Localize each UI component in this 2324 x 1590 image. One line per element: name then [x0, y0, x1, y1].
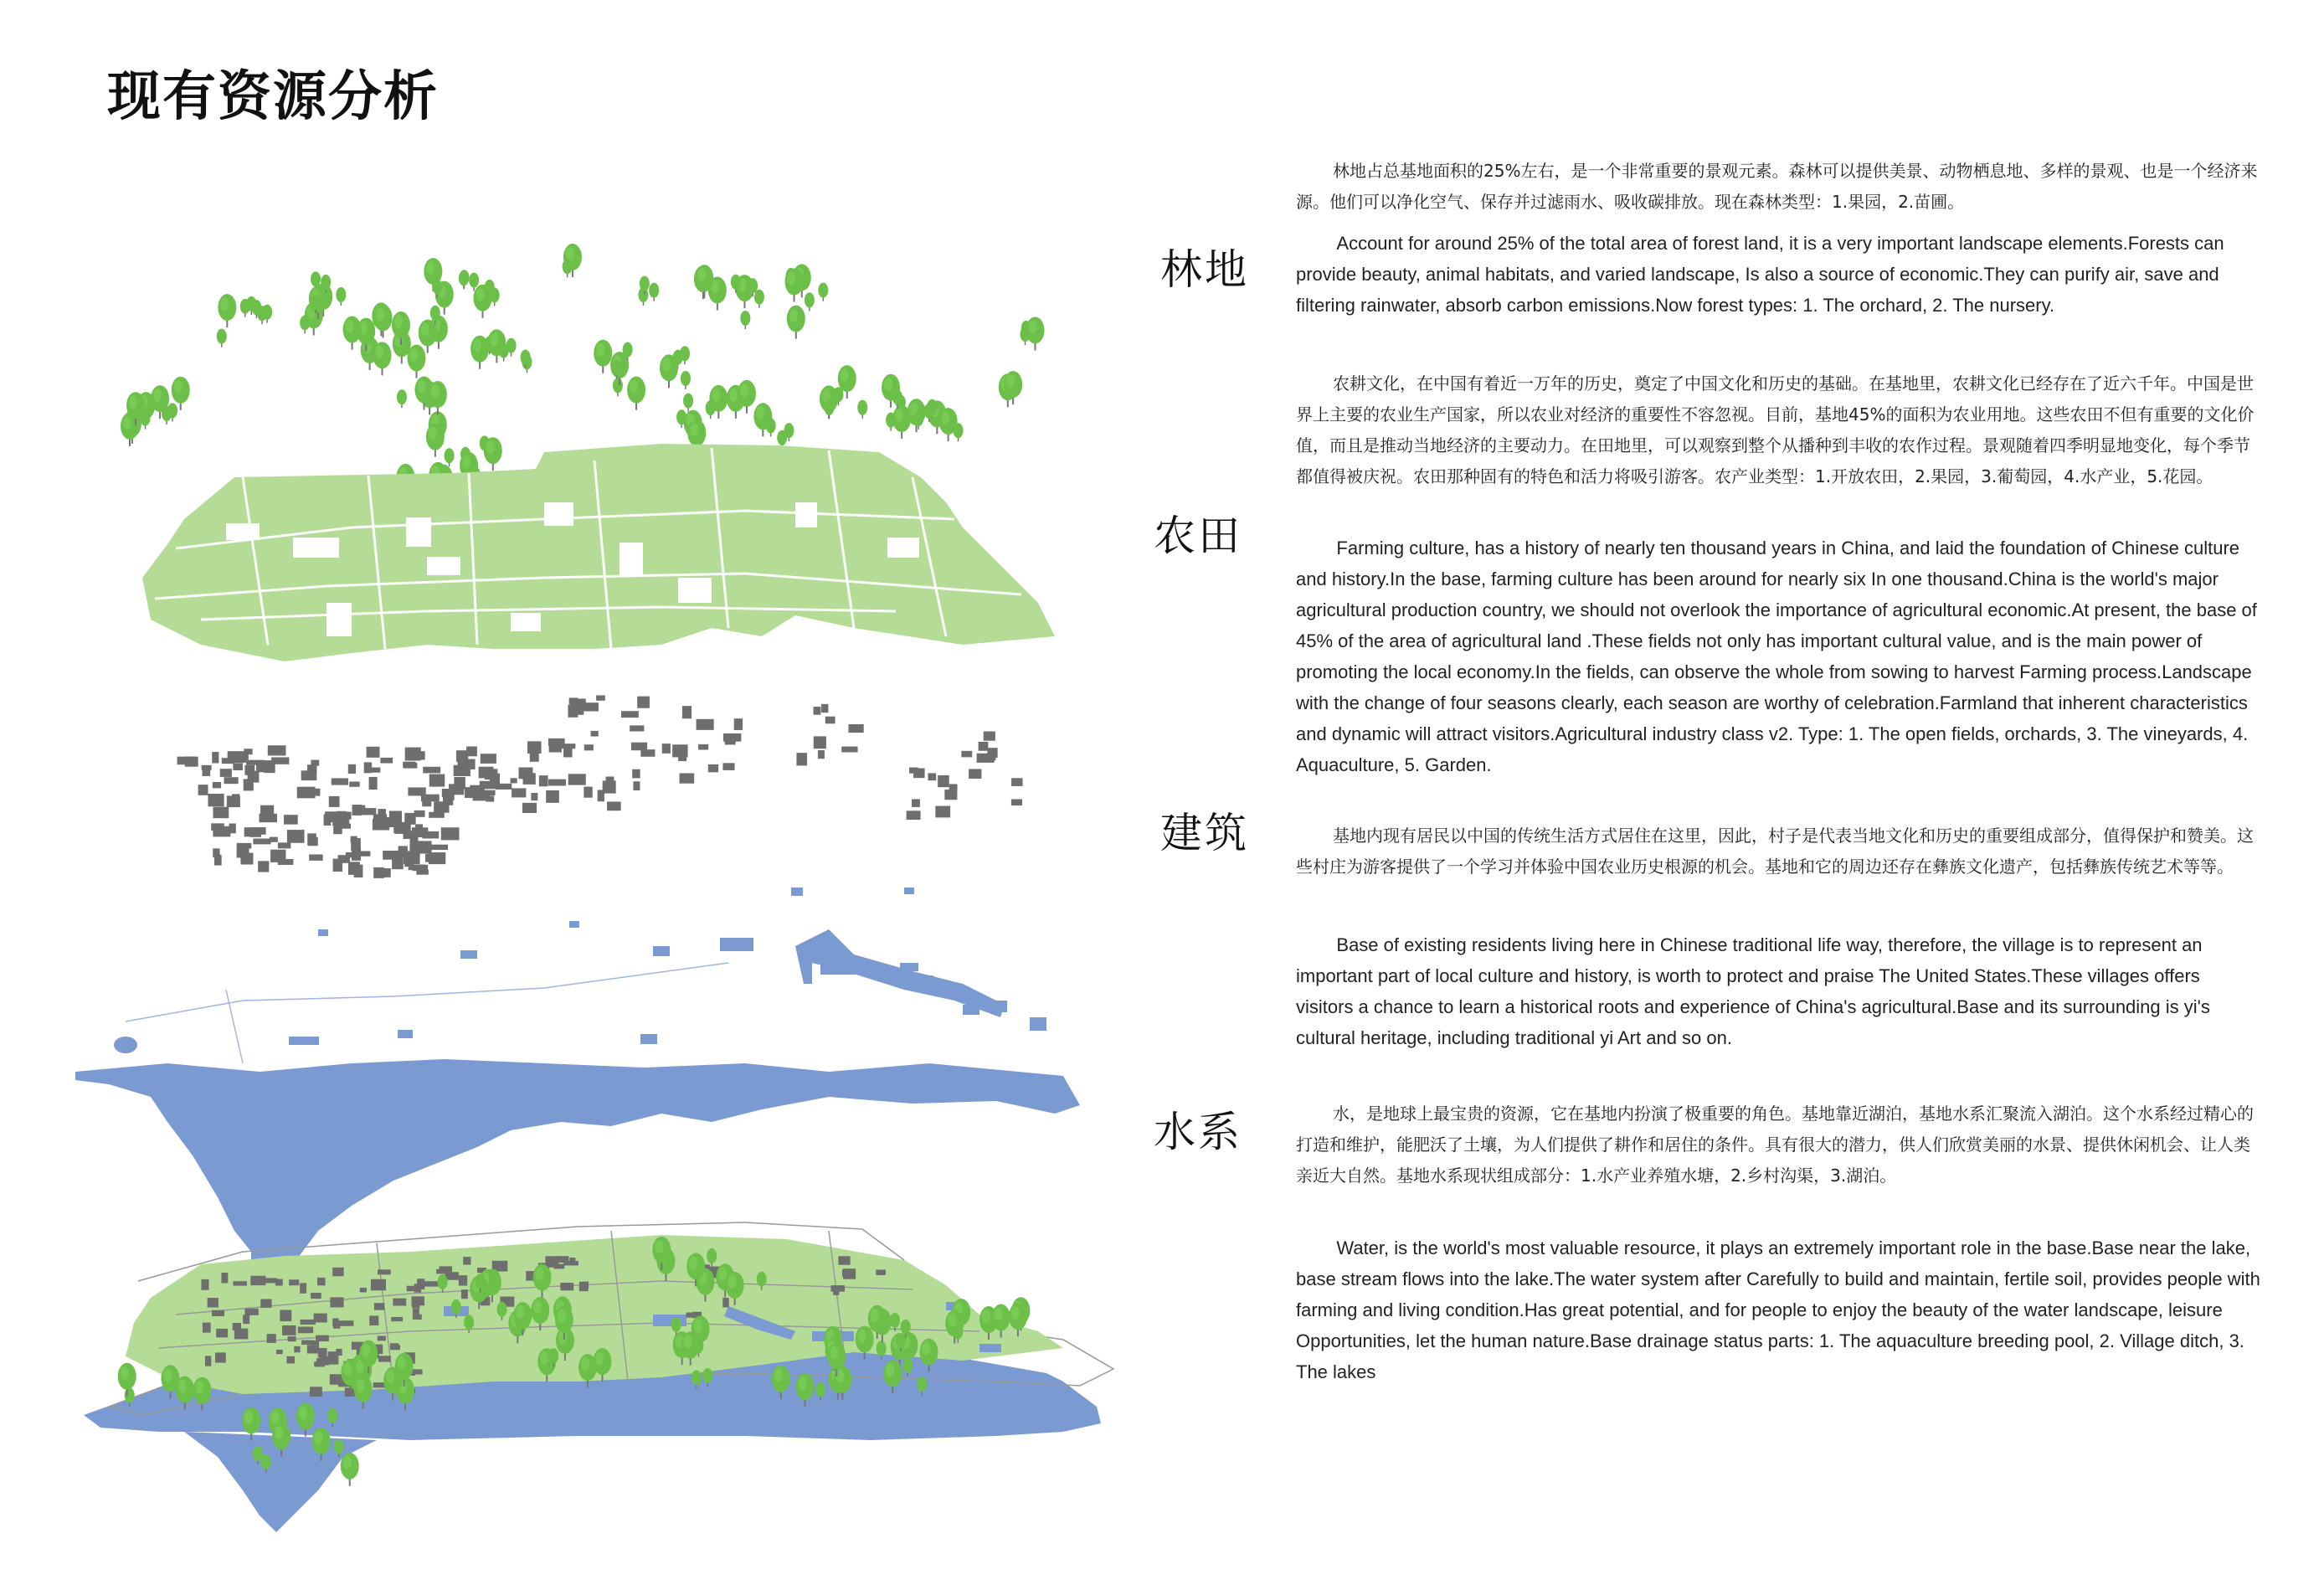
building-block — [570, 698, 586, 709]
building-block — [233, 1281, 246, 1285]
building-block — [275, 1279, 283, 1286]
farmland-layer — [142, 444, 1055, 661]
building-block — [233, 1323, 241, 1330]
building-block — [584, 744, 594, 750]
building-block — [722, 1298, 728, 1307]
building-block — [348, 764, 356, 774]
building-block — [309, 854, 323, 860]
building-block — [201, 1279, 208, 1290]
building-block — [548, 780, 566, 786]
building-block — [260, 1299, 271, 1308]
label-water: 水系 — [1154, 1108, 1242, 1156]
building-block — [237, 845, 249, 858]
building-block — [583, 1282, 589, 1289]
building-block — [288, 1336, 296, 1341]
building-block — [213, 782, 221, 788]
water-layer — [75, 888, 1080, 1302]
building-block — [333, 859, 342, 872]
building-block — [310, 1387, 322, 1397]
building-block — [560, 1283, 573, 1290]
building-block — [423, 767, 440, 774]
label-farmland: 农田 — [1154, 512, 1242, 560]
tree-icon — [426, 424, 445, 457]
tree-icon — [787, 306, 805, 339]
tree-icon — [627, 377, 645, 410]
building-block — [212, 1310, 224, 1316]
tree-icon — [613, 378, 623, 396]
building-block — [268, 745, 286, 755]
building-block — [404, 813, 415, 825]
building-block — [486, 795, 494, 801]
building-block — [949, 784, 958, 792]
building-block — [328, 1351, 337, 1361]
building-block — [422, 831, 439, 839]
building-block — [352, 847, 361, 861]
building-block — [698, 744, 708, 750]
building-block — [317, 1278, 326, 1285]
tree-icon — [397, 389, 407, 408]
building-block — [414, 751, 424, 759]
building-block — [907, 810, 921, 820]
building-block — [734, 718, 743, 730]
building-block — [814, 707, 821, 715]
building-block — [558, 744, 575, 749]
building-block — [403, 762, 415, 768]
building-block — [378, 809, 386, 816]
building-block — [224, 777, 238, 784]
building-block — [354, 865, 363, 877]
building-block — [311, 760, 319, 766]
building-block — [244, 1309, 258, 1315]
building-block — [429, 812, 445, 818]
building-block — [380, 758, 393, 764]
building-block — [413, 1309, 419, 1320]
building-block — [568, 774, 586, 785]
building-block — [316, 1335, 329, 1341]
building-block — [301, 1320, 316, 1325]
building-block — [722, 763, 734, 770]
building-block — [329, 796, 340, 807]
building-block — [511, 778, 517, 783]
building-block — [422, 800, 431, 807]
building-block — [260, 814, 277, 822]
tree-icon — [473, 285, 491, 318]
building-text-en: Base of existing residents living here in Chinese traditional life way, therefore, the village is to represent an important part of local culture and history, is worth to protect and praise The United States.These villages offers visitors a chance to learn a historical roots and experience of China's agricultural.Base and its surrounding is yi's cultural heritage, including traditional yi Art and so on. — [1296, 934, 2210, 1048]
building-block — [301, 1340, 315, 1345]
label-forest: 林地 — [1160, 245, 1249, 294]
building-block — [935, 806, 950, 818]
building-block — [429, 774, 445, 787]
building-block — [208, 1298, 219, 1307]
building-block — [841, 747, 857, 753]
tree-icon — [257, 306, 267, 324]
building-block — [546, 790, 559, 803]
building-block — [461, 1289, 468, 1299]
tree-icon — [649, 283, 659, 301]
building-block — [512, 788, 526, 797]
building-block — [250, 1276, 265, 1285]
building-block — [306, 789, 320, 796]
building-block — [424, 1281, 439, 1286]
building-block — [558, 1256, 568, 1263]
building-block — [221, 1273, 228, 1284]
building-block — [355, 805, 366, 811]
tree-icon — [754, 290, 764, 308]
building-block — [821, 704, 828, 713]
tree-icon — [706, 400, 716, 419]
building-block — [463, 1257, 470, 1264]
building-block — [430, 845, 448, 850]
building-block — [198, 785, 208, 795]
building-block — [814, 736, 826, 749]
building-block — [330, 1297, 343, 1307]
building-block — [466, 746, 477, 756]
building-block — [596, 695, 605, 700]
building-block — [177, 757, 195, 765]
building-block — [369, 777, 378, 790]
building-block — [374, 1303, 384, 1310]
tree-icon — [939, 408, 958, 441]
building-block — [371, 1279, 386, 1290]
building-block — [311, 1293, 321, 1299]
building-block — [825, 717, 836, 724]
building-block — [332, 1268, 343, 1277]
building-block — [332, 816, 349, 826]
building-block — [248, 771, 260, 783]
tree-icon — [785, 269, 804, 302]
building-block — [591, 731, 599, 737]
building-block — [527, 741, 542, 754]
building-block — [233, 764, 243, 770]
building-block — [843, 1268, 856, 1279]
tree-icon — [407, 345, 425, 378]
building-block — [459, 1275, 467, 1285]
farmland-text-en: Farming culture, has a history of nearly ten thousand years in China, and laid the foundation of Chinese culture and history.In the base, farming culture has been around for nearly six In one thousand.China is the world's major agricultural production country, we should not overlook the importance of agricultural economic.At present, the base of 45% of the area of agricultural land .These fields not only has important cultural value, and is the main power of promoting the local economy.In the fields, can observe the whole from sowing to harvest Farming process.Landscape with the change of four seasons clearly, each season are worthy of celebration.Farmland that inherent characteristics and dynamic will attract visitors.Agricultural industry class v2. Type: 1. The open fields, orchards, 3. The vineyards, 4. Aquaculture, 5. Garden. — [1296, 538, 2257, 775]
building-block — [236, 752, 246, 762]
building-block — [208, 794, 224, 806]
tree-icon — [429, 381, 447, 414]
building-block — [682, 706, 692, 718]
building-block — [876, 1269, 886, 1275]
tree-icon — [459, 270, 469, 289]
building-block — [212, 752, 219, 763]
building-block — [271, 757, 289, 764]
tree-icon — [681, 371, 691, 389]
building-block — [267, 1334, 276, 1343]
building-block — [697, 719, 714, 730]
building-block — [680, 773, 695, 783]
building-block — [216, 1329, 228, 1337]
building-block — [393, 1299, 406, 1306]
building-block — [314, 1361, 325, 1366]
building-block — [284, 815, 298, 824]
building-block — [253, 838, 270, 844]
tree-icon — [740, 311, 750, 329]
building-block — [848, 724, 863, 733]
building-block — [280, 1310, 291, 1321]
building-block — [203, 766, 211, 776]
farmland-text-zh: 农耕文化，在中国有着近一万年的历史，奠定了中国文化和历史的基础。在基地里，农耕文化已经存在了近六千年。中国是世界上主要的农业生产国家，所以农业对经济的重要性不容忽视。目前，基地45%的面积为农业用地。这些农田不但有重要的文化价值，而且是推动当地经济的主要动力。在田地里，可以观察到整个从播种到丰收的农作过程。景观随着四季明显地变化，每个季节都值得被庆祝。农田那种固有的特色和活力将吸引游客。农产业类型：1.开放农田，2.果园，3.葡萄园，4.水产业，5.花园。 — [1296, 373, 2255, 486]
building-block — [373, 867, 384, 878]
building-block — [605, 776, 614, 784]
tree-icon — [470, 336, 489, 369]
tree-icon — [240, 299, 250, 317]
building-block — [662, 744, 671, 754]
building-block — [434, 801, 449, 812]
tree-icon — [217, 329, 227, 347]
building-block — [213, 807, 229, 819]
tree-icon — [805, 292, 815, 311]
building-block — [336, 1349, 342, 1356]
tree-icon — [218, 294, 236, 327]
building-block — [229, 823, 236, 833]
building-block — [307, 1345, 318, 1353]
building-block — [448, 795, 455, 800]
building-block — [332, 778, 348, 785]
building-block — [205, 1356, 211, 1366]
building-block — [333, 1324, 340, 1329]
building-block — [349, 781, 359, 786]
building-block — [607, 801, 621, 810]
building-block — [300, 1283, 306, 1293]
building-block — [979, 742, 989, 751]
building-block — [938, 775, 949, 787]
building-block — [640, 749, 655, 757]
building-block — [404, 851, 420, 864]
building-block — [227, 795, 240, 807]
tree-icon — [766, 418, 776, 436]
tree-icon — [445, 448, 455, 466]
building-block — [912, 799, 920, 807]
building-block — [369, 1315, 378, 1325]
water-text-en: Water, is the world's most valuable resource, it plays an extremely important role in the base.Base near the lake, base stream flows into the lake.The water system after Carefully to build and maintain, fertile soil, provides people with farming and living condition.Has great potential, and for people to enjoy the beauty of the water landscape, leisure Opportunities, let the human nature.Base drainage status parts: 1. The aquaculture breeding pool, 2. Village ditch, 3. The lakes — [1296, 1238, 2260, 1382]
building-block — [270, 850, 285, 862]
building-block — [294, 1346, 300, 1352]
building-block — [569, 1258, 575, 1263]
building-block — [214, 855, 222, 866]
tree-icon — [818, 283, 828, 301]
building-block — [633, 781, 640, 790]
building-block — [367, 747, 380, 758]
tree-icon — [683, 394, 693, 412]
building-block — [413, 865, 429, 871]
building-block — [286, 1356, 295, 1364]
tree-icon — [824, 400, 834, 419]
building-block — [308, 837, 318, 846]
tree-icon — [563, 259, 573, 277]
building-block — [215, 1352, 226, 1362]
building-block — [213, 826, 230, 837]
forest-text-en: Account for around 25% of the total area of forest land, it is a very important landscape elements.Forests can provide beauty, animal habitats, and varied landscape, Is also a source of economic.They can purify air, save and filtering rainwater, absorb carbon emissions.Now forest types: 1. The orchard, 2. The nursery. — [1296, 233, 2224, 316]
building-block — [531, 793, 537, 800]
tree-icon — [1026, 316, 1045, 350]
building-block — [519, 767, 533, 779]
tree-icon — [660, 354, 678, 388]
building-block — [383, 851, 398, 860]
building-block — [928, 773, 936, 780]
building-block — [278, 842, 291, 848]
building-block — [678, 752, 686, 761]
building-text-zh: 基地内现有居民以中国的传统生活方式居住在这里，因此，村子是代表当地文化和历史的重要组成部分，值得保护和赞美。这些村庄为游客提供了一个学习并体验中国农业历史根源的机会。基地和它的周边还存在彝族文化遗产，包括彝族传统艺术等等。 — [1296, 826, 2254, 877]
building-block — [289, 1279, 299, 1285]
building-block — [449, 784, 464, 795]
building-block — [961, 751, 972, 758]
building-block — [378, 1269, 391, 1274]
building-block — [830, 1285, 845, 1292]
building-layer — [177, 695, 1023, 877]
forest-text-zh: 林地占总基地面积的25%左右，是一个非常重要的景观元素。森林可以提供美景、动物栖息地、多样的景观、也是一个经济来源。他们可以净化空气、保存并过滤雨水、吸收碳排放。现在森林类型：1.果园，2.苗圃。 — [1296, 161, 2258, 212]
building-block — [243, 1315, 249, 1324]
building-block — [913, 768, 925, 778]
building-block — [621, 711, 639, 718]
building-block — [496, 784, 512, 790]
tree-icon — [336, 287, 346, 306]
building-block — [314, 1314, 327, 1323]
building-block — [220, 769, 232, 777]
building-block — [390, 1343, 398, 1348]
building-block — [378, 1356, 391, 1361]
building-block — [318, 1348, 327, 1357]
building-block — [637, 697, 650, 708]
building-block — [708, 764, 718, 772]
building-block — [796, 753, 807, 765]
building-block — [458, 759, 476, 769]
building-block — [276, 1350, 283, 1354]
building-block — [351, 836, 357, 843]
building-block — [987, 748, 997, 758]
tree-icon — [300, 315, 310, 333]
building-block — [260, 805, 274, 815]
building-block — [630, 725, 644, 731]
page-title: 现有资源分析 — [107, 66, 439, 128]
building-block — [287, 830, 305, 843]
building-block — [1011, 799, 1022, 805]
tree-icon — [913, 411, 923, 430]
building-block — [584, 787, 592, 798]
building-block — [631, 743, 647, 751]
tree-icon — [374, 305, 393, 338]
building-block — [258, 861, 269, 872]
building-block — [1011, 778, 1022, 786]
building-block — [539, 775, 548, 786]
building-block — [429, 852, 445, 864]
composite-layer — [84, 1222, 1113, 1532]
building-block — [969, 769, 981, 779]
tree-icon — [341, 1453, 359, 1486]
tree-icon — [484, 437, 502, 471]
building-block — [256, 763, 271, 773]
tree-icon — [373, 342, 392, 375]
building-block — [338, 1320, 353, 1326]
tree-icon — [886, 413, 896, 431]
building-block — [244, 827, 259, 836]
building-block — [725, 738, 736, 744]
building-block — [632, 769, 640, 779]
building-block — [481, 754, 496, 764]
building-block — [378, 817, 396, 827]
tree-icon — [343, 316, 362, 350]
layered-site-diagram — [75, 226, 1122, 1582]
building-block — [391, 1317, 403, 1321]
building-block — [360, 1288, 367, 1293]
building-block — [522, 803, 537, 813]
water-text-zh: 水，是地球上最宝贵的资源，它在基地内扮演了极重要的角色。基地靠近湖泊，基地水系汇聚流入湖泊。这个水系经过精心的打造和维护，能肥沃了土壤，为人们提供了耕作和居住的条件。具有很大的潜力，供人们欣赏美丽的水景、提供休闲机会、让人类亲近大自然。基地水系现状组成部分：1.水产业养殖水塘，2.乡村沟渠，3.湖泊。 — [1296, 1104, 2254, 1186]
building-block — [298, 1327, 313, 1334]
building-block — [984, 731, 995, 740]
building-block — [203, 1323, 211, 1333]
building-block — [818, 750, 825, 759]
tree-icon — [594, 340, 612, 373]
building-block — [441, 827, 460, 840]
building-block — [554, 1264, 564, 1269]
building-block — [480, 790, 495, 795]
building-block — [838, 1256, 850, 1264]
building-block — [364, 762, 372, 773]
building-block — [412, 1296, 425, 1305]
tree-icon — [857, 400, 867, 419]
building-block — [282, 1325, 296, 1335]
label-building: 建筑 — [1160, 809, 1249, 857]
building-block — [378, 1335, 386, 1340]
building-block — [485, 769, 497, 780]
